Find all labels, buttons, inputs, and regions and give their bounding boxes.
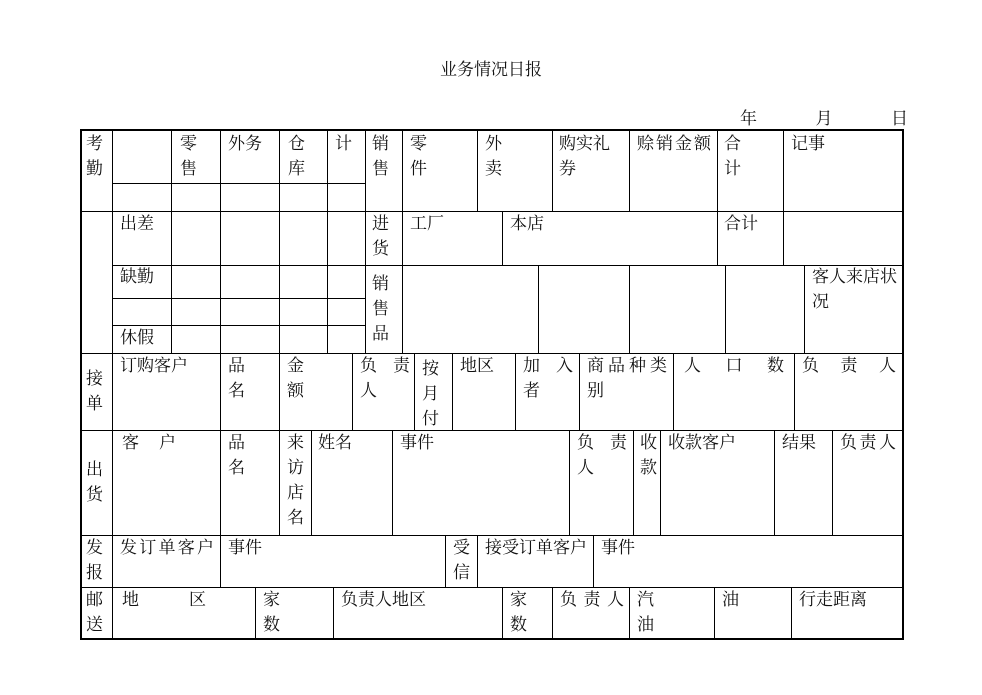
- grid-line: [804, 265, 805, 353]
- delivery-households: 家数: [263, 590, 280, 635]
- delivery-gasoline: 汽油: [637, 590, 654, 635]
- order-area: 地区: [460, 356, 494, 376]
- grid-line: [579, 353, 580, 430]
- date-day-label: 日: [891, 109, 908, 129]
- shipping-result: 结果: [782, 433, 816, 453]
- attendance-header-warehouse: 仓库: [288, 134, 305, 179]
- grid-line: [220, 131, 221, 353]
- order-item: 品名: [228, 356, 245, 401]
- attendance-section-label: 考勤: [86, 134, 103, 179]
- delivery-area: 地区: [122, 590, 206, 610]
- grid-line: [477, 535, 478, 587]
- grid-line: [791, 587, 792, 638]
- delivery-oil: 油: [722, 590, 739, 610]
- date-line: [740, 104, 908, 129]
- grid-line: [717, 131, 718, 211]
- grid-line: [392, 430, 393, 535]
- grid-line: [725, 265, 726, 353]
- grid-line: [569, 430, 570, 535]
- telegram-event: 事件: [228, 538, 262, 558]
- attendance-header-field: 外务: [228, 134, 262, 154]
- delivery-section-label: 邮送: [86, 590, 103, 635]
- grid-line: [502, 587, 503, 638]
- visitor-status-label: 客人来店状况: [812, 267, 897, 312]
- shipping-customer: 客户: [122, 433, 176, 453]
- grid-line: [717, 211, 718, 265]
- grid-line: [220, 430, 221, 535]
- purchase-store: 本店: [510, 214, 544, 234]
- grid-line: [279, 353, 280, 430]
- grid-line: [255, 587, 256, 638]
- grid-line: [794, 353, 795, 430]
- sold-goods-label: 销售品: [372, 274, 389, 344]
- telegram-received: 受信: [453, 538, 470, 583]
- grid-line: [402, 211, 403, 265]
- shipping-section-label: 出货: [86, 460, 103, 505]
- grid-line: [502, 211, 503, 265]
- grid-line: [311, 430, 312, 535]
- shipping-name: 姓名: [318, 433, 352, 453]
- purchase-label: 进货: [372, 214, 389, 259]
- order-customer: 订购客户: [120, 356, 188, 376]
- order-person2: 负责人: [802, 356, 896, 376]
- shipping-item: 品名: [228, 433, 245, 478]
- order-amount: 金额: [287, 356, 304, 401]
- sales-notes: 记事: [791, 134, 825, 154]
- sales-total: 合计: [724, 134, 741, 179]
- attendance-header-retail: 零售: [180, 134, 197, 179]
- grid-line: [629, 131, 630, 211]
- date-month-label: 月: [815, 109, 833, 129]
- grid-line: [112, 131, 113, 638]
- grid-line: [279, 430, 280, 535]
- sales-label: 销售: [372, 134, 389, 179]
- grid-line: [783, 131, 784, 211]
- grid-line: [515, 353, 516, 430]
- grid-line: [452, 353, 453, 430]
- page-title: 业务情况日报: [440, 60, 542, 80]
- delivery-households2: 家数: [510, 590, 527, 635]
- order-monthly: 按月付: [422, 359, 439, 429]
- grid-line: [220, 353, 221, 430]
- grid-line: [402, 265, 403, 353]
- grid-line: [402, 131, 403, 211]
- order-section-label: 接单: [86, 369, 103, 414]
- grid-line: [774, 430, 775, 535]
- telegram-accept-customer: 接受订单客户: [485, 538, 587, 558]
- purchase-factory: 工厂: [410, 214, 444, 234]
- grid-line: [629, 587, 630, 638]
- order-population: 人口数: [684, 356, 784, 376]
- attendance-row-leave: 休假: [120, 328, 154, 348]
- date-year-label: 年: [740, 109, 757, 129]
- grid-line: [832, 430, 833, 535]
- purchase-total: 合计: [724, 214, 758, 234]
- grid-line: [593, 535, 594, 587]
- delivery-distance: 行走距离: [799, 590, 867, 610]
- grid-line: [445, 535, 446, 587]
- grid-line: [538, 265, 539, 353]
- delivery-person: 负责人: [560, 590, 624, 610]
- telegram-order-customer: 发订单客户: [120, 538, 214, 558]
- grid-line: [112, 298, 365, 299]
- grid-line: [673, 353, 674, 430]
- grid-line: [552, 131, 553, 211]
- attendance-row-trip: 出差: [120, 214, 154, 234]
- grid-line: [629, 265, 630, 353]
- daily-report-table: [80, 129, 904, 640]
- grid-line: [327, 131, 328, 353]
- grid-line: [279, 131, 280, 353]
- grid-line: [633, 430, 634, 535]
- shipping-event: 事件: [400, 433, 434, 453]
- shipping-person: 负责人: [577, 433, 627, 478]
- sales-parts: 零件: [410, 134, 427, 179]
- attendance-header-total: 计: [335, 134, 352, 154]
- order-product-type: 商品种类别: [587, 356, 667, 401]
- order-person: 负责人: [360, 356, 410, 401]
- grid-line: [333, 587, 334, 638]
- grid-line: [414, 353, 415, 430]
- grid-line: [171, 131, 172, 353]
- order-joiner: 加入者: [523, 356, 573, 401]
- grid-line: [552, 587, 553, 638]
- grid-line: [714, 587, 715, 638]
- telegram-section-label: 发报: [86, 538, 103, 583]
- shipping-collect-customer: 收款客户: [668, 433, 736, 453]
- shipping-collection: 收款: [640, 433, 657, 478]
- sales-external: 外卖: [485, 134, 502, 179]
- shipping-person2: 负责人: [840, 433, 896, 453]
- grid-line: [365, 131, 366, 353]
- sales-credit: 赊销金额: [637, 134, 711, 154]
- sales-vouchers: 购实礼券: [559, 134, 610, 179]
- grid-line: [352, 353, 353, 430]
- grid-line: [477, 131, 478, 211]
- telegram-event2: 事件: [601, 538, 635, 558]
- attendance-row-absence: 缺勤: [120, 267, 154, 287]
- grid-line: [783, 211, 784, 265]
- delivery-person-area: 负责人地区: [341, 590, 426, 610]
- shipping-visit-store: 来访店名: [287, 433, 304, 528]
- grid-line: [220, 535, 221, 587]
